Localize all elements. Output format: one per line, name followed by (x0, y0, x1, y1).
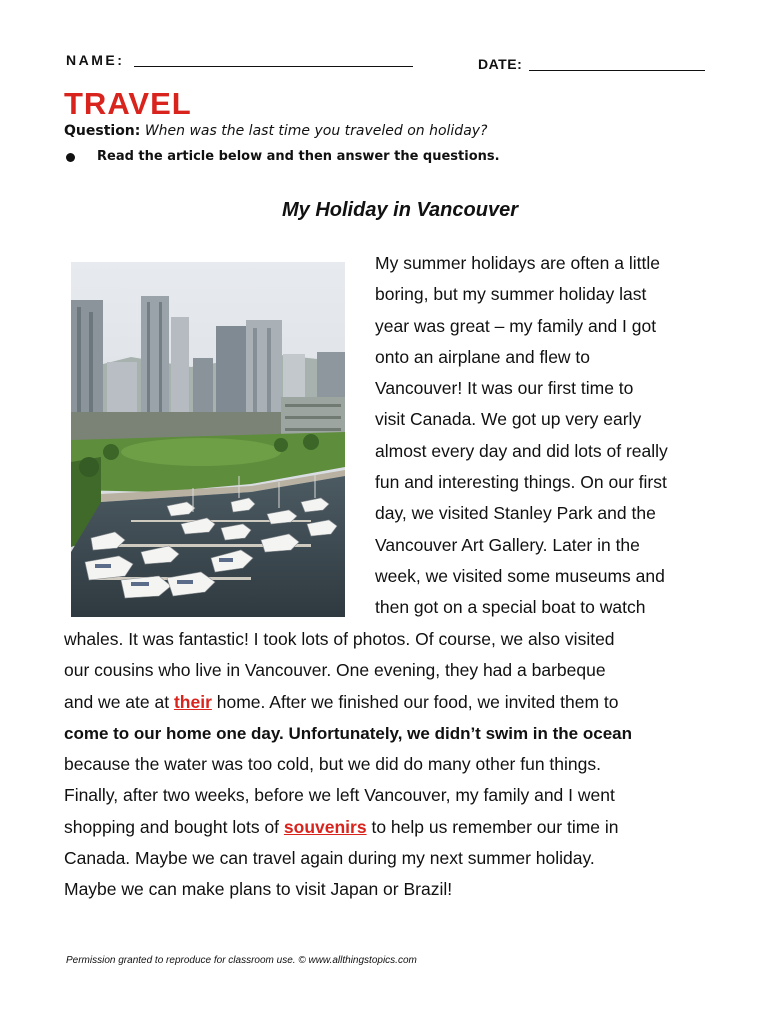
article-line: Vancouver Art Gallery. Later in the (375, 534, 640, 555)
article-line: then got on a special boat to watch (375, 597, 646, 618)
date-label: DATE: (478, 56, 523, 72)
question-label: Question: (64, 123, 141, 139)
article-right-column (375, 248, 668, 624)
name-label: NAME: (66, 52, 125, 68)
text-segment: to help us remember our time in (366, 816, 619, 837)
article-line: onto an airplane and flew to (375, 346, 591, 367)
article-line: fun and interesting things. On our first (375, 472, 667, 493)
article-line-souvenirs (64, 812, 632, 843)
article-line: Canada. Maybe we can travel again during my next summer holiday. (64, 848, 595, 869)
question (64, 123, 488, 139)
article-line: Maybe we can make plans to visit Japan or Brazil! (64, 879, 453, 900)
bullet-icon (66, 153, 75, 162)
article-line: almost every day and did lots of really (375, 440, 668, 461)
article-line: boring, but my summer holiday last (375, 284, 647, 305)
article-full-width (64, 624, 632, 906)
question-text: When was the last time you traveled on holiday? (144, 123, 488, 139)
vocab-word-their: their (173, 691, 212, 712)
article-line: Finally, after two weeks, before we left Vancouver, my family and I went (64, 785, 615, 806)
date-line[interactable] (529, 70, 705, 71)
article-line: visit Canada. We got up very early (375, 409, 642, 430)
article-line: come to our home one day. Unfortunately, we didn’t swim in the ocean (64, 723, 632, 743)
vocab-word-souvenirs: souvenirs (283, 816, 367, 837)
article-line: week, we visited some museums and (375, 565, 665, 586)
article-line: My summer holidays are often a little (375, 253, 660, 273)
text-segment: home. After we finished our food, we invited them to (211, 691, 619, 712)
article-line: because the water was too cold, but we did do many other fun things. (64, 754, 601, 775)
article-line: our cousins who live in Vancouver. One evening, they had a barbeque (64, 660, 606, 681)
name-line[interactable] (134, 66, 413, 67)
instruction: Read the article below and then answer the questions. (97, 149, 500, 164)
article-title: My Holiday in Vancouver (282, 199, 518, 221)
article-line-their (64, 687, 632, 718)
article-line: whales. It was fantastic! I took lots of photos. Of course, we also visited (64, 629, 615, 649)
vancouver-photo (71, 262, 345, 617)
page-title: TRAVEL (64, 86, 192, 121)
article-line: year was great – my family and I got (375, 315, 657, 336)
text-segment: and we ate at (64, 691, 174, 712)
text-segment: shopping and bought lots of (64, 816, 284, 837)
article-line: day, we visited Stanley Park and the (375, 503, 656, 524)
footer-permission: Permission granted to reproduce for classroom use. © www.allthingstopics.com (66, 955, 417, 966)
article-line: Vancouver! It was our first time to (375, 378, 634, 399)
